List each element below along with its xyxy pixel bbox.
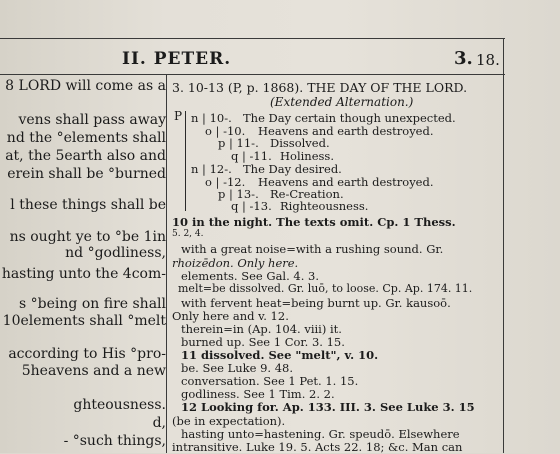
scripture-line: 5heavens and a new [21, 363, 166, 379]
structure-ref: p | 11-. [218, 136, 259, 150]
structure-text: Holiness. [280, 149, 334, 163]
scripture-line: ghteousness. [73, 397, 166, 413]
note-line: intransitive. Luke 19. 5. Acts 22. 18; &c. Man can [172, 440, 463, 454]
header-rule [0, 74, 505, 75]
scripture-line: 10elements shall °melt [2, 313, 166, 329]
structure-ref: q | -13. [231, 199, 272, 213]
section-number: 3. [454, 48, 473, 69]
structure-ref: n | 12-. [191, 162, 232, 176]
structure-text: Dissolved. [270, 136, 330, 150]
note-line: melt=be dissolved. Gr. luō, to loose. Cp. Ap. 174. 11. [178, 282, 473, 295]
structure-text: Re-Creation. [270, 187, 344, 201]
structure-text: Righteousness. [280, 199, 369, 213]
note-line: elements. See Gal. 4. 3. [181, 269, 320, 283]
structure-text: Heavens and earth destroyed. [258, 124, 434, 138]
note-line: godliness. See 1 Tim. 2. 2. [181, 387, 335, 401]
outline-bracket [185, 111, 186, 211]
scripture-line: nd the °elements shall [6, 130, 166, 146]
page-number: 18. [476, 51, 500, 69]
top-rule [0, 38, 505, 39]
scripture-line: vens shall pass away [18, 112, 166, 128]
column-divider [166, 74, 167, 453]
note-line: 11 dissolved. See "melt", v. 10. [181, 348, 379, 362]
note-line: 12 Looking for. Ap. 133. III. 3. See Luke 3. 15 [181, 400, 475, 414]
notes-heading: 3. 10-13 (P, p. 1868). THE DAY OF THE LORD. [172, 80, 468, 95]
note-line: Only here and v. 12. [172, 309, 289, 323]
note-line: hasting unto=hastening. Gr. speudō. Elsewhere [181, 427, 460, 441]
structure-text: The Day certain though unexpected. [243, 111, 456, 125]
notes-subheading: (Extended Alternation.) [270, 95, 414, 109]
scripture-line: s °being on fire shall [19, 296, 166, 312]
structure-text: Heavens and earth destroyed. [258, 175, 434, 189]
note-line: be. See Luke 9. 48. [181, 361, 294, 375]
right-margin-rule [503, 38, 504, 453]
scripture-line: according to His °pro- [8, 346, 166, 362]
structure-key: P [174, 109, 183, 123]
structure-ref: p | 13-. [218, 187, 259, 201]
scripture-line: hasting unto the 4com- [1, 266, 166, 282]
scripture-line: ns ought ye to °be 1in [9, 229, 166, 245]
note-line: conversation. See 1 Pet. 1. 15. [181, 374, 359, 388]
scripture-line: d, [152, 415, 166, 431]
scripture-line: 8 LORD will come as a [5, 78, 166, 94]
note-line: with a great noise=with a rushing sound. Gr. [181, 242, 444, 256]
note-line: 5. 2, 4. [172, 229, 204, 239]
scripture-line: - °such things, [63, 433, 166, 449]
note-line: with fervent heat=being burnt up. Gr. kausoō. [181, 296, 451, 310]
note-line: burned up. See 1 Cor. 3. 15. [181, 335, 345, 349]
scripture-line: erein shall be °burned [7, 166, 166, 182]
scripture-line: nd °godliness, [65, 245, 166, 261]
structure-text: The Day desired. [243, 162, 342, 176]
note-line: rhoizēdon. Only here. [172, 256, 299, 270]
structure-ref: o | -12. [205, 175, 246, 189]
structure-ref: o | -10. [205, 124, 246, 138]
structure-ref: q | -11. [231, 149, 272, 163]
note-line: (be in expectation). [172, 414, 286, 428]
note-line: therein=in (Ap. 104. viii) it. [181, 322, 342, 336]
scripture-line: l these things shall be [10, 197, 166, 213]
structure-ref: n | 10-. [191, 111, 232, 125]
running-title: II. PETER. [122, 49, 232, 69]
note-line: 10 in the night. The texts omit. Cp. 1 Thess. [172, 215, 456, 229]
scripture-line: at, the 5earth also and [5, 148, 166, 164]
